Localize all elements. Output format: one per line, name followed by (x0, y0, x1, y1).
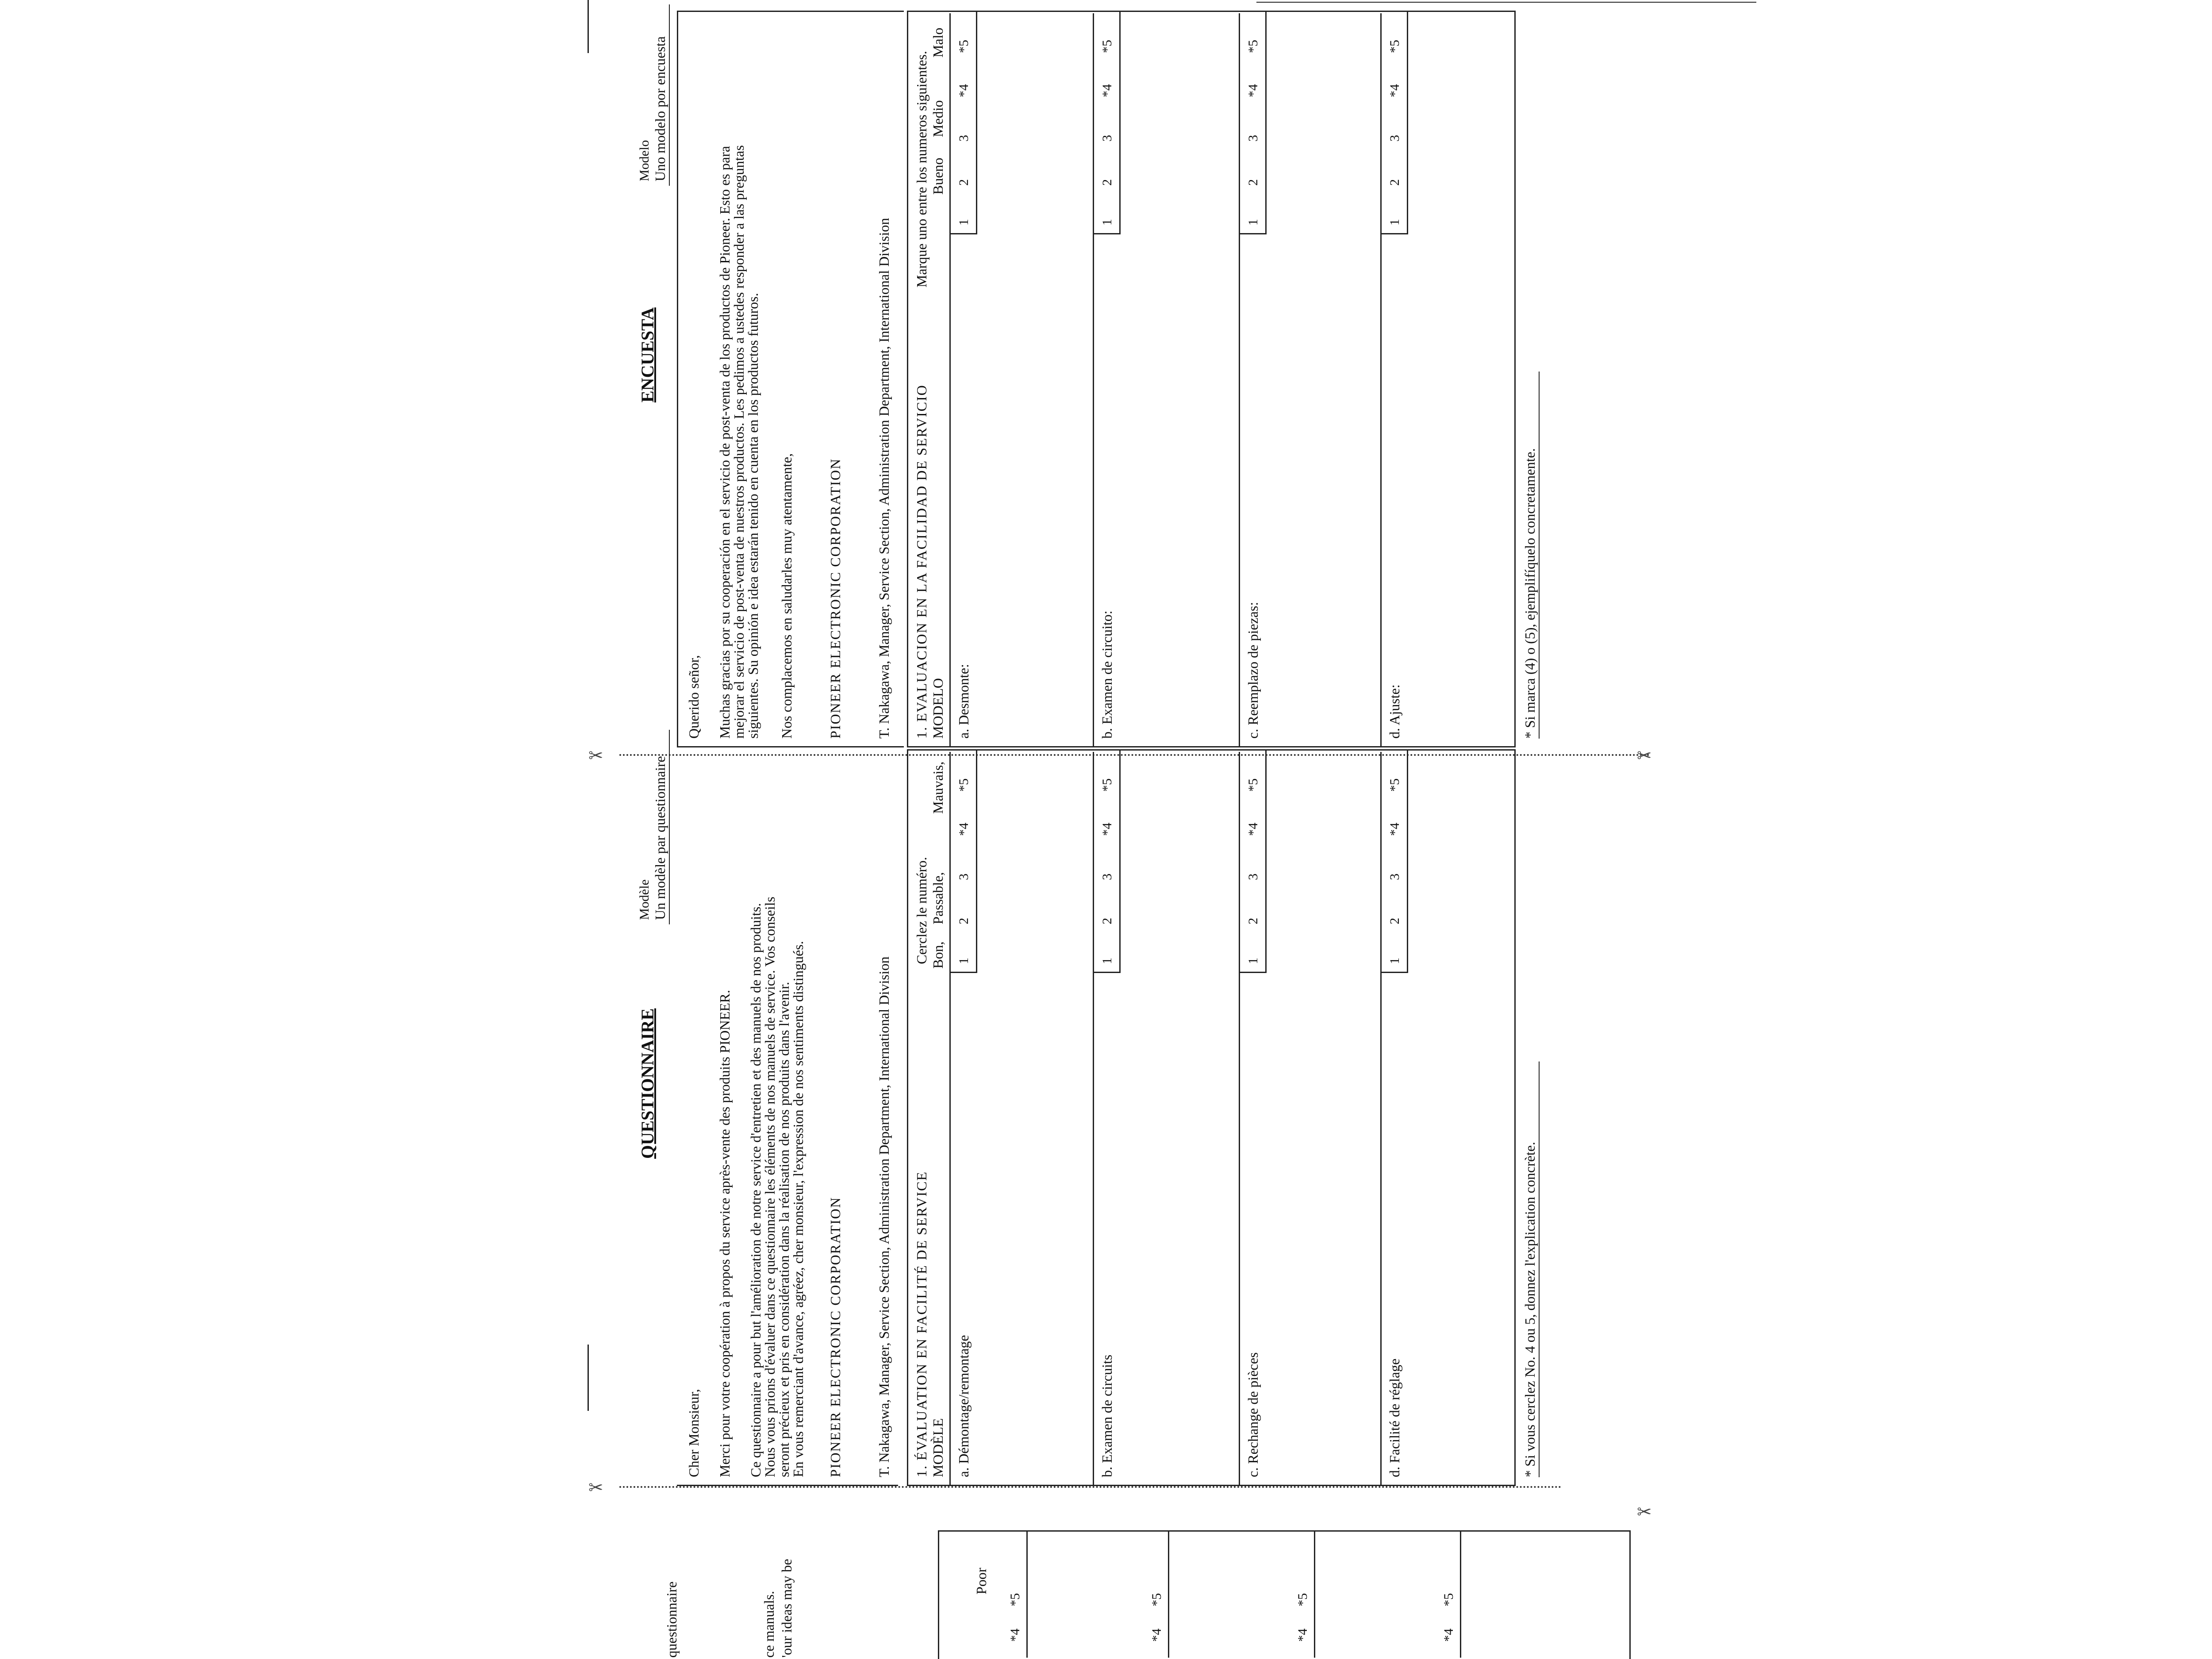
es-model-label: Modelo (637, 140, 652, 181)
fr-scale-mauvais: Mauvais, (930, 761, 946, 814)
fr-score-b-3: 3 (1100, 874, 1114, 880)
es-para1-l3: siguientes. Su opinión e idea estarán tenido en cuenta en los productos futuros. (745, 293, 761, 739)
es-score-a-3: 3 (956, 135, 971, 142)
en-intro-l2: 'our ideas may be (779, 1559, 795, 1658)
fr-score-d-3: 3 (1387, 874, 1402, 880)
fr-score-a-5: *5 (956, 778, 971, 792)
fr-para2-l2: Nous vous prions d'évaluer dans ce questionnaire les éléments de nos manuels de service. Vos conseils (762, 897, 778, 1477)
top-right-rule (1256, 2, 1756, 3)
es-salutation: Querido señor, (686, 655, 702, 739)
fr-footnote-underline (1539, 1061, 1540, 1477)
en-score-5d: *5 (1441, 1593, 1456, 1606)
es-instruction: Marque uno entre los numeros siguientes. (914, 51, 929, 287)
fr-model-label: Modèle (637, 879, 652, 920)
fr-score-d-1: 1 (1387, 958, 1402, 964)
es-score-d-3: 3 (1387, 135, 1402, 142)
fr-item-d: d. Facilité de réglage (1386, 1358, 1402, 1477)
es-company: PIONEER ELECTRONIC CORPORATION (827, 458, 843, 739)
en-row-rule-3 (1314, 1530, 1315, 1658)
fr-score-a-1: 1 (956, 958, 971, 964)
es-item-c: c. Reemplazo de piezas: (1245, 602, 1261, 739)
es-score-b-3: 3 (1100, 135, 1114, 142)
es-score-a-1: 1 (956, 219, 971, 226)
es-scale-bueno: Bueno (930, 157, 946, 195)
cut-line-left (619, 1486, 1562, 1488)
es-scale-medio: Medio (930, 100, 946, 137)
es-score-d-2: 2 (1387, 179, 1402, 186)
fr-para2-l4: En vous remerciant d'avance, agréez, cher monsieur, l'expression de nos sentiments distingués. (790, 941, 806, 1477)
fr-score-c-2: 2 (1246, 918, 1260, 924)
fr-score-a-2: 2 (956, 918, 971, 924)
es-score-b-5: *5 (1100, 40, 1114, 53)
fr-instruction: Cerclez le numéro. (914, 857, 929, 964)
es-score-a-4: *4 (956, 84, 971, 97)
fr-item-b: b. Examen de circuits (1099, 1354, 1115, 1477)
es-item-a: a. Desmonte: (956, 664, 972, 739)
en-row-rule-4 (1460, 1530, 1461, 1658)
es-rotated (637, 13, 1584, 747)
fold-line (588, 0, 589, 53)
es-model-col: MODELO (930, 678, 946, 739)
en-vert-text-wrap (633, 1530, 765, 1658)
es-footnote-underline (1539, 372, 1540, 739)
scissors-icon: ✂ (1637, 746, 1652, 766)
en-score-5b: *5 (1149, 1593, 1164, 1606)
fr-score-d-5: *5 (1387, 778, 1402, 792)
es-title: ENCUESTA (637, 307, 657, 402)
fr-footnote: * Si vous cerclez No. 4 ou 5, donnez l'explication concrète. (1522, 1142, 1538, 1477)
fr-score-d-4: *4 (1387, 823, 1402, 836)
es-score-c-2: 2 (1246, 179, 1260, 186)
fr-score-c-4: *4 (1246, 823, 1260, 836)
en-row-rule-1 (1026, 1530, 1028, 1658)
es-model-underline (669, 4, 670, 186)
scissors-icon: ✂ (1637, 1502, 1652, 1522)
fr-para2-l3: seront précieux et pris en considération dans la réalisation de nos produits dans l'avenir. (776, 981, 792, 1477)
en-score-4a: *4 (1008, 1628, 1022, 1642)
fr-item-c: c. Rechange de pièces (1245, 1352, 1261, 1477)
en-score-4b: *4 (1149, 1628, 1164, 1642)
es-score-c-1: 1 (1246, 219, 1260, 226)
scissors-icon: ✂ (588, 1478, 603, 1498)
scissors-icon: ✂ (588, 746, 603, 766)
es-score-a-5: *5 (956, 40, 971, 53)
es-signatory: T. Nakagawa, Manager, Service Section, Administration Department, International Division (876, 218, 892, 739)
fr-rotated (637, 752, 1584, 1486)
en-score-4c: *4 (1295, 1628, 1310, 1642)
es-score-c-3: 3 (1246, 135, 1260, 142)
fr-section-title: 1. ÉVALUATION EN FACILITÉ DE SERVICE (914, 1171, 929, 1477)
fr-salutation: Cher Monsieur, (686, 1389, 702, 1477)
es-para1-l2: mejorar el servicio de post-venta de nuestros productos. Les pedimos a ustedes responder a las preguntas (731, 145, 747, 739)
fr-score-b-2: 2 (1100, 918, 1114, 924)
es-model-value: Uno modelo por encuesta (652, 36, 668, 181)
fr-model-value: Un modèle par questionnaire (652, 756, 668, 920)
es-section-title: 1. EVALUACION EN LA FACILIDAD DE SERVICIO (914, 384, 929, 739)
es-item-d: d. Ajuste: (1386, 684, 1402, 739)
en-poor-label: Poor (973, 1567, 989, 1594)
es-para1-l1: Muchas gracias por su cooperación en el servicio de post-venta de los productos de Pioneer. Esto es para (717, 146, 733, 739)
fr-para1: Merci pour votre coopération à propos du service après-vente des produits PIONEER. (717, 990, 733, 1477)
fold-line-lower (588, 1345, 589, 1411)
en-intro-l1: ce manuals. (761, 1590, 777, 1658)
en-score-4d: *4 (1441, 1628, 1456, 1642)
fr-score-b-5: *5 (1100, 778, 1114, 792)
es-score-b-4: *4 (1100, 84, 1114, 97)
fr-para2-l1: Ce questionnaire a pour but l'amélioration de notre service d'entretien et des manuels de nos produits. (748, 903, 764, 1477)
es-score-d-4: *4 (1387, 84, 1402, 97)
fr-model-col: MODÈLE (930, 1418, 946, 1477)
fr-scale-passable: Passable, (930, 872, 946, 924)
en-table-frame (938, 1530, 1631, 1659)
fr-eval-table (907, 749, 1516, 1486)
es-eval-table (907, 11, 1516, 747)
fr-title: QUESTIONNAIRE (637, 1008, 657, 1159)
es-score-c-5: *5 (1246, 40, 1260, 53)
fr-score-a-4: *4 (956, 823, 971, 836)
es-score-b-1: 1 (1100, 219, 1114, 226)
fr-score-d-2: 2 (1387, 918, 1402, 924)
es-score-d-5: *5 (1387, 40, 1402, 53)
es-closing: Nos complacemos en saludarles muy atentamente, (779, 453, 795, 739)
es-scale-malo: Malo (930, 27, 946, 57)
fr-model-underline (669, 730, 670, 924)
en-score-5c: *5 (1295, 1593, 1310, 1606)
es-score-d-1: 1 (1387, 219, 1402, 226)
en-model-value: questionnaire (664, 1581, 680, 1658)
fr-scale-bon: Bon, (930, 941, 946, 969)
fr-score-c-5: *5 (1246, 778, 1260, 792)
fr-item-a: a. Démontage/remontage (956, 1335, 972, 1477)
fr-score-c-3: 3 (1246, 874, 1260, 880)
es-score-b-2: 2 (1100, 179, 1114, 186)
fr-score-b-1: 1 (1100, 958, 1114, 964)
en-row-rule-2 (1168, 1530, 1169, 1658)
es-item-b: b. Examen de circuito: (1099, 610, 1115, 739)
fr-score-c-1: 1 (1246, 958, 1260, 964)
fr-signatory: T. Nakagawa, Manager, Service Section, Administration Department, International Division (876, 956, 892, 1477)
es-footnote: * Si marca (4) o (5), ejemplifíquelo concretamente. (1522, 448, 1538, 739)
es-score-c-4: *4 (1246, 84, 1260, 97)
fr-score-b-4: *4 (1100, 823, 1114, 836)
es-score-a-2: 2 (956, 179, 971, 186)
fr-score-a-3: 3 (956, 874, 971, 880)
en-score-5a: *5 (1008, 1593, 1022, 1606)
fr-company: PIONEER ELECTRONIC CORPORATION (827, 1196, 843, 1477)
